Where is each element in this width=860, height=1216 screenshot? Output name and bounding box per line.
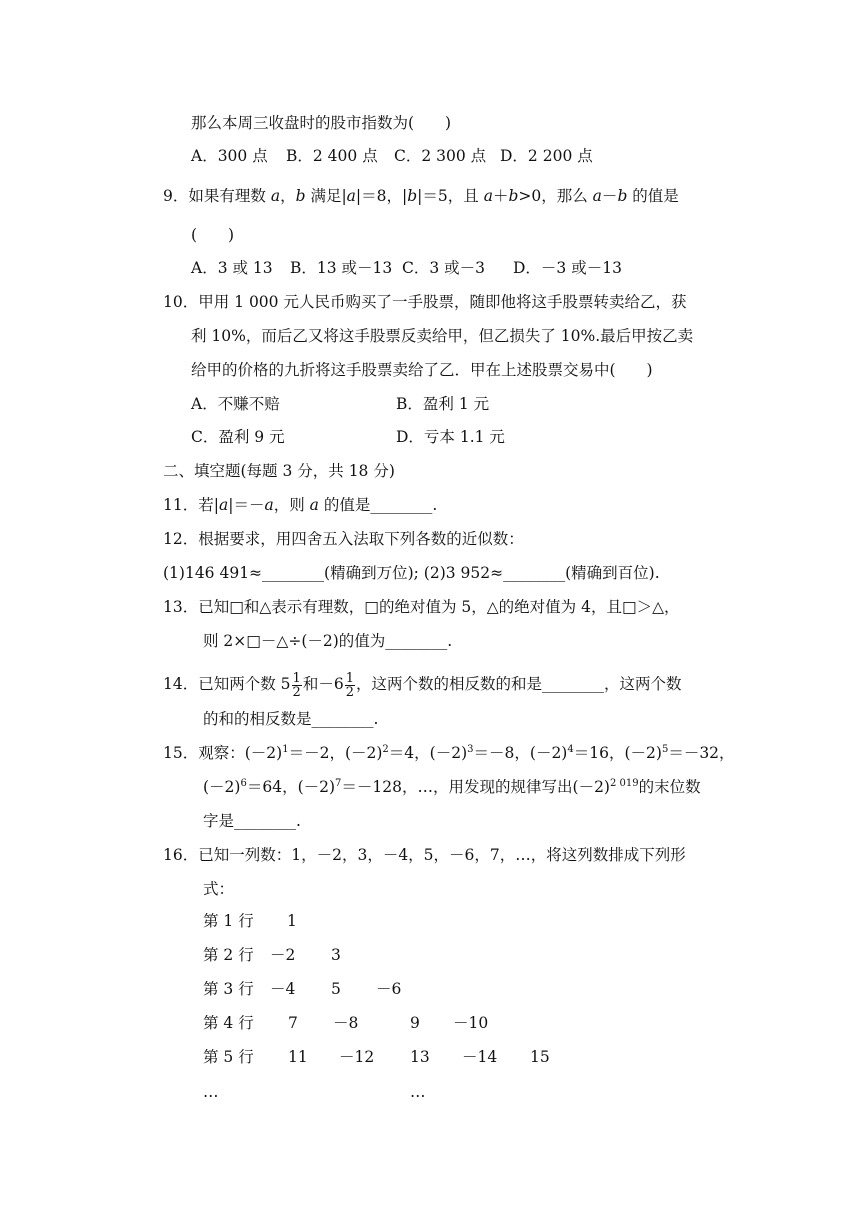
row4-cell-4: －10 xyxy=(453,1014,489,1032)
row5-cell-4: －14 xyxy=(462,1048,498,1066)
q8-stem-continuation: 那么本周三收盘时的股市指数为( ) xyxy=(191,114,452,132)
row-label-5: 第 5 行 xyxy=(203,1048,254,1066)
row-label-1: 第 1 行 xyxy=(203,912,254,930)
q10-stem-line1: 10．甲用 1 000 元人民币购买了一手股票，随即他将这手股票转卖给乙，获 xyxy=(163,293,687,311)
q9-stem: 9．如果有理数 a，b 满足|a|＝8，|b|＝5，且 a＋b>0，那么 a－b 的值是 xyxy=(163,187,679,205)
q10-number: 10． xyxy=(163,293,199,311)
q8-option-b: B．2 400 点 xyxy=(286,147,378,165)
q10-stem-line2: 利 10%，而后乙又将这手股票反卖给甲，但乙损失了 10%.最后甲按乙卖 xyxy=(191,327,694,345)
row-label-3: 第 3 行 xyxy=(203,980,254,998)
q9-number: 9． xyxy=(163,187,189,205)
row4-cell-2: －8 xyxy=(333,1014,359,1032)
q9-option-c: C．3 或－3 xyxy=(402,259,486,277)
fraction-one-half: $\frac{1}{2}$ xyxy=(292,670,301,700)
q12-stem-line1: 12．根据要求，用四舍五入法取下列各数的近似数： xyxy=(163,530,524,548)
row-label-2: 第 2 行 xyxy=(203,946,254,964)
q14-stem-line2: 的和的相反数是________. xyxy=(203,710,379,728)
q15-stem-line1: 15．观察：$(-2)^1=-2$，$(-2)^2=4$，$(-2)^3=-8$，$(-2)^4=16$，$(-2)^5=-32$， xyxy=(163,744,735,762)
row4-cell-3: 9 xyxy=(410,1014,420,1032)
q10-option-b: B．盈利 1 元 xyxy=(396,395,490,413)
q15-stem-line2: $(-2)^6=64$，$(-2)^7=-128$，…，用发现的规律写出$(-2)^{2 019}$的末位数 xyxy=(203,778,701,796)
row5-cell-1: 11 xyxy=(288,1048,308,1066)
q14-number: 14． xyxy=(163,675,199,693)
q11-stem: 11．若|a|＝－a，则 a 的值是________. xyxy=(163,496,438,514)
q15-number: 15． xyxy=(163,744,199,762)
q16-stem-line1: 16．已知一列数：1，－2，3，－4，5，－6，7，…，将这列数排成下列形 xyxy=(163,846,686,864)
row3-cell-1: －4 xyxy=(270,980,296,998)
row5-cell-2: －12 xyxy=(339,1048,375,1066)
q10-option-c: C．盈利 9 元 xyxy=(191,428,285,446)
q12-stem-line2: (1)146 491≈________(精确到万位); (2)3 952≈________(精确到百位). xyxy=(163,564,660,582)
q16-number: 16． xyxy=(163,846,199,864)
q14-stem-line1: 14．已知两个数 5 $\frac{1}{2}$ 和－6 $\frac{1}{2}$ ，这两个数的相反数的和是________，这两个数 xyxy=(163,670,682,700)
row3-cell-3: －6 xyxy=(376,980,402,998)
q9-answer-paren: ( ) xyxy=(191,226,235,244)
ellipsis-right: … xyxy=(410,1083,426,1101)
fraction-one-half-second: $\frac{1}{2}$ xyxy=(345,670,354,700)
row2-cell-1: －2 xyxy=(270,946,296,964)
q16-stem-line2: 式： xyxy=(203,880,235,898)
ellipsis-left: … xyxy=(203,1083,219,1101)
row2-cell-2: 3 xyxy=(331,946,341,964)
q13-stem-line2: 则 2×□－△÷(－2)的值为________. xyxy=(203,632,453,650)
q10-option-a: A．不赚不赔 xyxy=(191,395,280,413)
row1-cell-1: 1 xyxy=(287,912,297,930)
q13-stem-line1: 13．已知□和△表示有理数，□的绝对值为 5，△的绝对值为 4，且□＞△， xyxy=(163,598,680,616)
q12-number: 12． xyxy=(163,530,199,548)
q15-stem-line3: 字是________. xyxy=(203,812,301,830)
q9-option-d: D．－3 或－13 xyxy=(513,259,622,277)
q11-number: 11． xyxy=(163,496,199,514)
row3-cell-2: 5 xyxy=(331,980,341,998)
q8-option-c: C．2 300 点 xyxy=(394,147,487,165)
q13-number: 13． xyxy=(163,598,199,616)
q10-option-d: D．亏本 1.1 元 xyxy=(396,428,505,446)
q8-option-d: D．2 200 点 xyxy=(500,147,593,165)
row4-cell-1: 7 xyxy=(288,1014,298,1032)
q9-option-a: A．3 或 13 xyxy=(191,259,273,277)
section-heading-fill-in: 二、填空题(每题 3 分，共 18 分) xyxy=(163,462,395,480)
row5-cell-3: 13 xyxy=(410,1048,430,1066)
q9-option-b: B．13 或－13 xyxy=(290,259,393,277)
row-label-4: 第 4 行 xyxy=(203,1014,254,1032)
q10-stem-line3: 给甲的价格的九折将这手股票卖给了乙．甲在上述股票交易中( ) xyxy=(191,361,653,379)
row5-cell-5: 15 xyxy=(530,1048,550,1066)
q8-option-a: A．300 点 xyxy=(191,147,268,165)
